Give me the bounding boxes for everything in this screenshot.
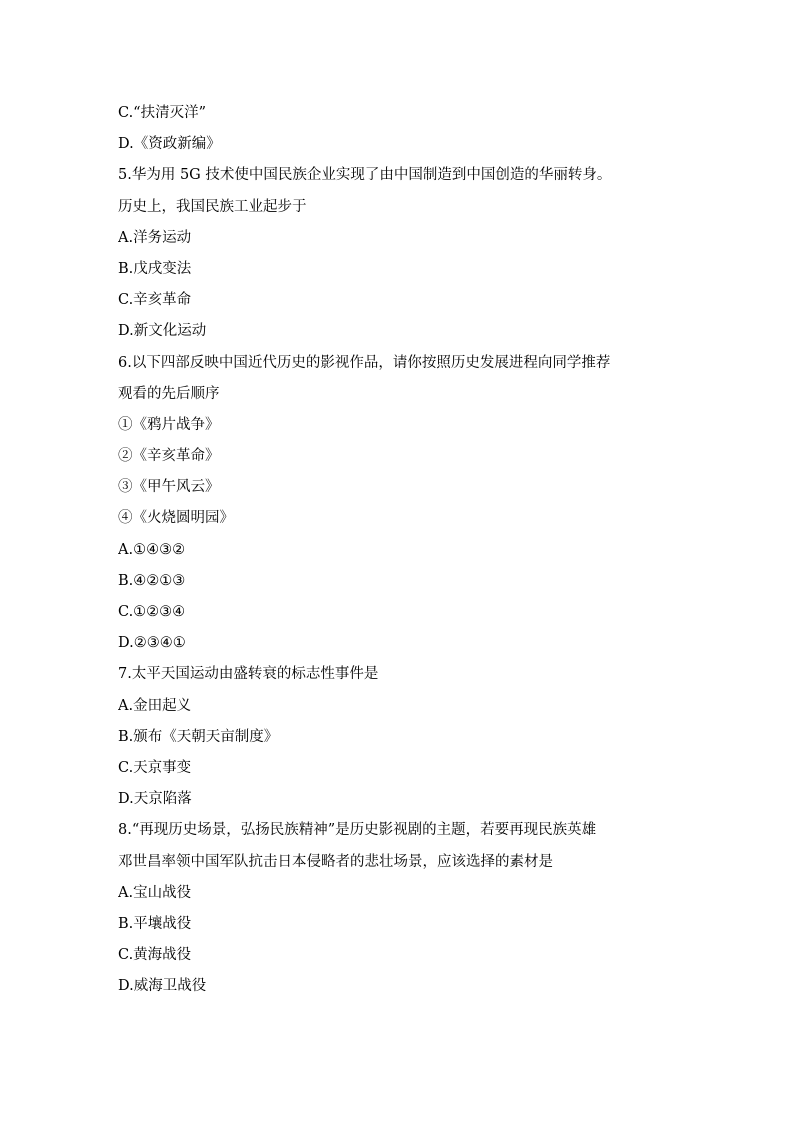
q6-item-1: ①《鸦片战争》 — [118, 416, 220, 433]
option-q8-b: B.平壤战役 — [118, 915, 192, 932]
option-q5-b: B.戊戌变法 — [118, 260, 192, 277]
question-5-stem-continued: 历史上，我国民族工业起步于 — [118, 198, 307, 215]
option-q6-a: A.①④③② — [118, 541, 186, 558]
question-5-stem: 5.华为用 5G 技术使中国民族企业实现了由中国制造到中国创造的华丽转身。 — [118, 167, 612, 184]
option-q7-b: B.颁布《天朝天亩制度》 — [118, 728, 279, 745]
q6-item-3: ③《甲午风云》 — [118, 479, 220, 496]
option-q4-d: D.《资政新编》 — [118, 136, 221, 153]
q6-item-2: ②《辛亥革命》 — [118, 448, 220, 465]
option-q6-c: C.①②③④ — [118, 604, 186, 620]
option-q8-d: D.威海卫战役 — [118, 978, 207, 995]
question-6-stem: 6.以下四部反映中国近代历史的影视作品，请你按照历史发展进程向同学推荐 — [118, 354, 611, 371]
option-q5-d: D.新文化运动 — [118, 323, 207, 340]
page-content — [118, 98, 666, 1002]
q6-item-4: ④《火烧圆明园》 — [118, 510, 234, 527]
option-q6-d: D.②③④① — [118, 635, 186, 652]
option-q5-a: A.洋务运动 — [118, 229, 192, 246]
question-8-stem-continued: 邓世昌率领中国军队抗击日本侵略者的悲壮场景，应该选择的素材是 — [118, 853, 553, 870]
option-q8-c: C.黄海战役 — [118, 947, 192, 964]
question-6-stem-continued: 观看的先后顺序 — [118, 385, 220, 402]
option-q7-c: C.天京事变 — [118, 759, 192, 776]
option-q6-b: B.④②①③ — [118, 572, 186, 589]
option-q7-a: A.金田起义 — [118, 697, 192, 714]
option-q5-c: C.辛亥革命 — [118, 292, 192, 309]
option-q8-a: A.宝山战役 — [118, 884, 192, 901]
option-q7-d: D.天京陷落 — [118, 791, 192, 808]
option-q4-c: C.“扶清灭洋” — [118, 105, 207, 121]
question-7-stem: 7.太平天国运动由盛转衰的标志性事件是 — [118, 666, 379, 683]
question-8-stem: 8.“再现历史场景，弘扬民族精神”是历史影视剧的主题，若要再现民族英雄 — [118, 822, 597, 839]
